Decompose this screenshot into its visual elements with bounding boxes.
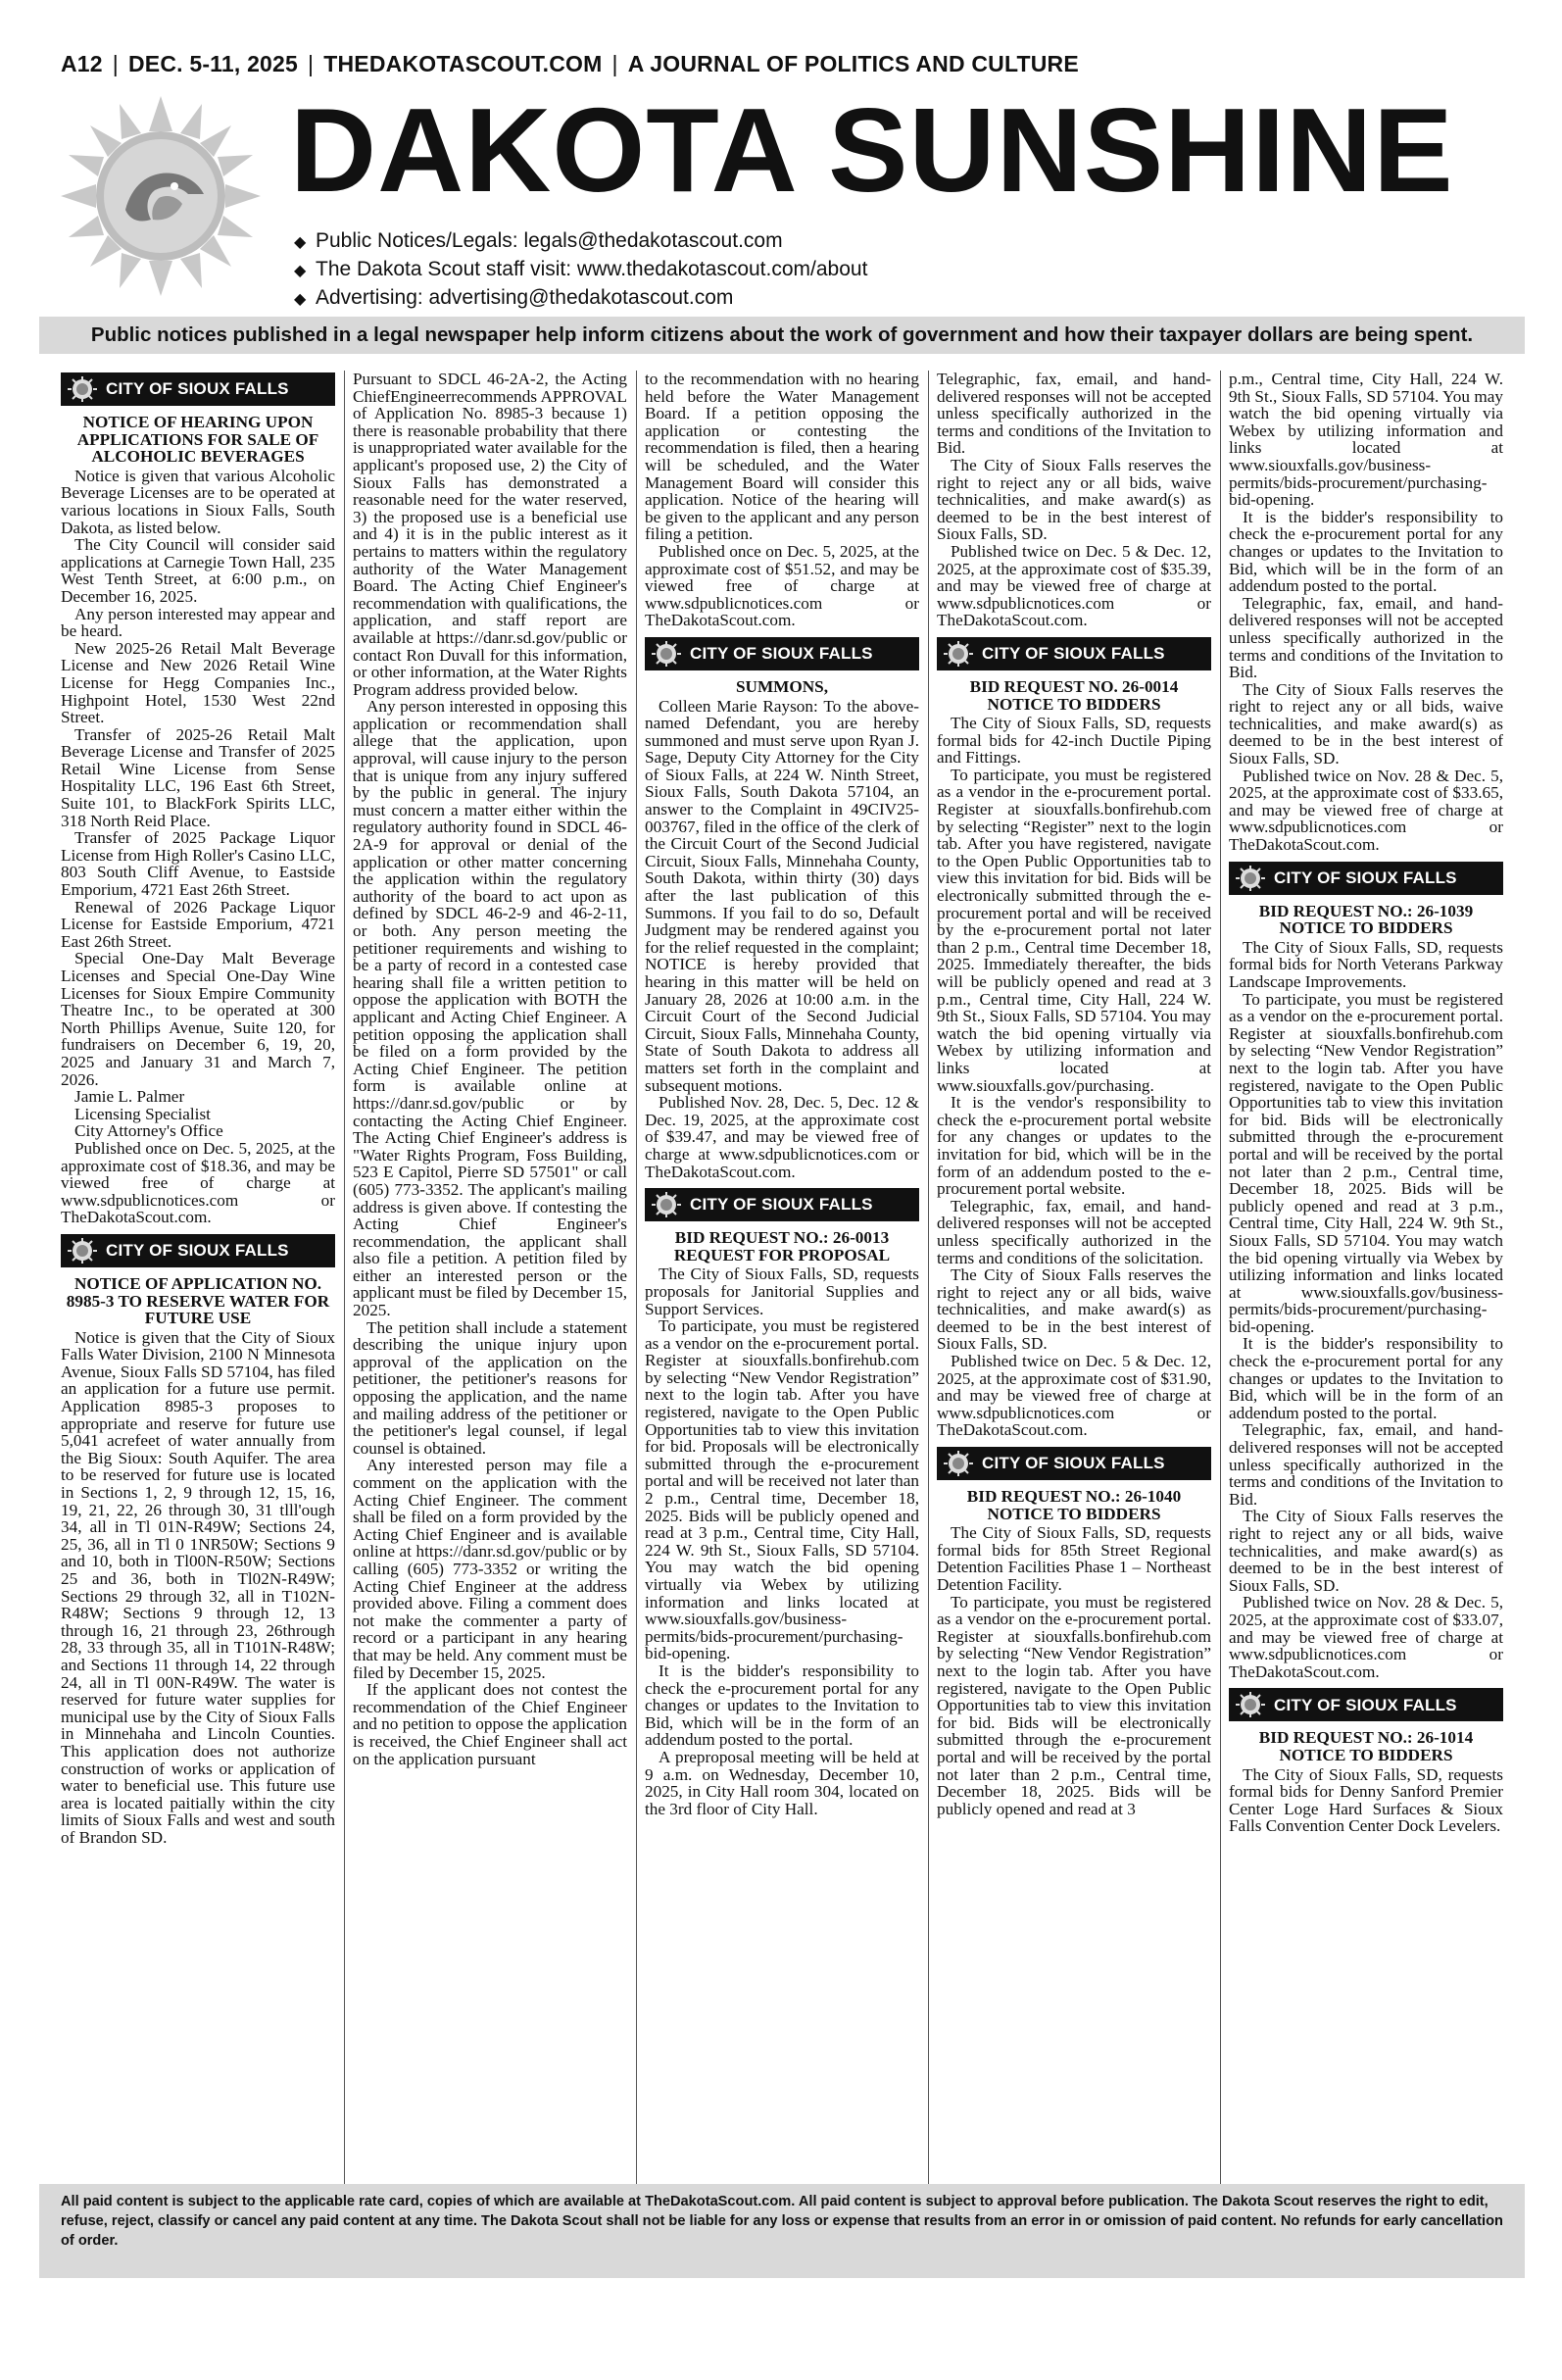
scout-sun-icon xyxy=(1233,866,1268,891)
diamond-bullet-icon: ◆ xyxy=(294,234,307,251)
notice-paragraph: Transfer of 2025 Package Liquor License from High Roller's Casino LLC, 803 South Cliff Avenue, to Eastside Emporium, 4721 East 26th Street. xyxy=(61,828,335,900)
public-notice xyxy=(645,637,919,1180)
scout-sun-icon xyxy=(65,376,100,402)
notice-paragraph: It is the vendor's responsibility to check the e-procurement portal website for any changes or updates to the invitation for bid, which will be in the form of an addendum posted to the e-procurement portal website. xyxy=(937,1093,1211,1199)
notice-title: BID REQUEST NO. 26-0014 NOTICE TO BIDDERS xyxy=(969,676,1179,714)
notice-paragraph: The City of Sioux Falls reserves the right to reject any or all bids, waive technicalities, and make award(s) as deemed to be in the best interest of Sioux Falls, SD. xyxy=(1229,679,1503,769)
notice-section-header xyxy=(645,637,919,670)
notice-paragraph: It is the bidder's responsibility to check the e-procurement portal for any changes or updates to the Invitation to Bid, which will be in the form of an addendum posted to the portal. xyxy=(645,1661,919,1750)
notice-paragraph: Telegraphic, fax, email, and hand-delivered responses will not be accepted unless specifically authorized in the terms and conditions of the solicitation. xyxy=(937,1196,1211,1267)
contact-legals[interactable]: Public Notices/Legals: legals@thedakotascout.com xyxy=(316,229,783,252)
scout-sun-icon xyxy=(941,1451,976,1476)
diamond-bullet-icon: ◆ xyxy=(294,263,307,279)
notice-paragraph: City Attorney's Office xyxy=(74,1121,223,1141)
sun-logo-icon xyxy=(57,92,265,300)
diamond-bullet-icon: ◆ xyxy=(294,291,307,308)
column-3 xyxy=(645,371,919,2194)
notice-section-header xyxy=(937,1447,1211,1480)
footer-disclaimer: All paid content is subject to the applicable rate card, copies of which are available at TheDakotaScout.com. All paid content is subject to approval before publication. The Dakota Scout reserves the right to edit, refuse, reject, classify or cancel any paid content at any time. The Dakota Scout shall not be liable for any loss or expense that results from an error in or omission of paid content. No refunds for early cancellation of order. xyxy=(61,2194,1503,2249)
column-divider xyxy=(344,371,345,2194)
notice-title: NOTICE OF HEARING UPON APPLICATIONS FOR SALE OF ALCOHOLIC BEVERAGES xyxy=(76,413,319,467)
notice-paragraph: Telegraphic, fax, email, and hand-delivered responses will not be accepted unless specifically authorized in the terms and conditions of the Invitation to Bid. xyxy=(937,371,1211,458)
public-notice xyxy=(645,1188,919,1817)
notice-paragraph: Telegraphic, fax, email, and hand-delivered responses will not be accepted unless specifically authorized in the terms and conditions of the Invitation to Bid. xyxy=(1229,593,1503,682)
notice-paragraph: Renewal of 2026 Package Liquor License for Eastside Emporium, 4721 East 26th Street. xyxy=(61,897,335,951)
notice-paragraph: The City of Sioux Falls, SD, requests formal bids for Denny Sanford Premier Center Loge Hard Surfaces & Sioux Falls Convention Center Dock Levelers. xyxy=(1229,1764,1503,1836)
notice-paragraph: The City of Sioux Falls, SD, requests formal bids for 42-inch Ductile Piping and Fittings. xyxy=(937,714,1211,768)
notice-paragraph: It is the bidder's responsibility to check the e-procurement portal for any changes or updates to the Invitation to Bid, which will be in the form of an addendum posted to the portal. xyxy=(1229,1334,1503,1422)
notice-title: BID REQUEST NO.: 26-0013 REQUEST FOR PROPOSAL xyxy=(673,1228,891,1264)
public-notice xyxy=(1229,862,1503,1681)
notice-paragraph: Jamie L. Palmer xyxy=(74,1087,185,1107)
notice-paragraph: Pursuant to SDCL 46-2A-2, the Acting ChiefEngineerrecommends APPROVAL of Application No. 8985-3 because 1) there is reasonable probability that there is unappropriated water available for the applicant's proposed use, 2) the City of Sioux Falls has demonstrated a reasonable need for the water reserved, 3) the proposed use is a beneficial use and 4) it is in the public interest as it pertains to matters within the regulatory authority of the Water Management Board. The Acting Chief Engineer's recommendation with qualifications, the application, and staff report are available at https://danr.sd.gov/public or contact Ron Duvall for this information, or other information, at the Water Rights Program address provided below. xyxy=(353,371,627,699)
notice-paragraph: The City of Sioux Falls, SD, requests formal bids for 85th Street Regional Detention Facilities Phase 1 – Northeast Detention Facility. xyxy=(937,1523,1211,1594)
notice-paragraph: Any interested person may file a comment on the application with the Acting Chief Engineer. The comment shall be filed on a form provided by the Acting Chief Engineer and is available online at https://danr.sd.gov/public or by calling (605) 773-3352 or writing the Acting Chief Engineer at the address provided above. Filing a comment does not make the commenter a party of record or a participant in any hearing that may be held. Any comment must be filed by December 15, 2025. xyxy=(353,1456,627,1682)
contact-item xyxy=(294,227,867,256)
contact-item xyxy=(294,284,867,313)
notice-columns xyxy=(61,371,1517,2380)
notice-paragraph: Notice is given that various Alcoholic Beverage Licenses are to be operated at various locations in Sioux Falls, South Dakota, as listed below. xyxy=(61,466,335,537)
scout-sun-icon xyxy=(65,1238,100,1264)
folio-tagline: A JOURNAL OF POLITICS AND CULTURE xyxy=(627,51,1079,76)
scout-sun-icon xyxy=(1233,1692,1268,1717)
notice-paragraph: The petition shall include a statement describing the unique injury upon approval of the application on the petitioner, the petitioner's reasons for opposing the application, and the name and mailing address of the petitioner or the petitioner's legal counsel, if legal counsel is obtained. xyxy=(353,1317,627,1458)
notice-paragraph: A preproposal meeting will be held at 9 a.m. on Wednesday, December 10, 2025, in City Hall room 304, located on the 3rd floor of City Hall. xyxy=(645,1747,919,1818)
notice-paragraph: The City of Sioux Falls reserves the right to reject any or all bids, waive technicalities, and make award(s) as deemed to be in the best interest of Sioux Falls, SD. xyxy=(937,1265,1211,1354)
column-2 xyxy=(353,371,627,2194)
notice-paragraph: The City Council will consider said applications at Carnegie Town Hall, 235 West Tenth Street, at 6:00 p.m., on December 16, 2025. xyxy=(61,535,335,606)
notice-section-header xyxy=(61,1234,335,1267)
scout-sun-icon xyxy=(941,641,976,667)
public-notice xyxy=(937,371,1211,629)
public-notice xyxy=(1229,1688,1503,1835)
notice-title: BID REQUEST NO.: 26-1039 NOTICE TO BIDDERS xyxy=(1258,901,1474,938)
scout-sun-icon xyxy=(649,1192,684,1217)
notice-section-header xyxy=(645,1188,919,1221)
notice-title: BID REQUEST NO.: 26-1014 NOTICE TO BIDDERS xyxy=(1258,1728,1474,1764)
column-divider xyxy=(928,371,929,2194)
notice-agency: CITY OF SIOUX FALLS xyxy=(106,379,289,399)
notice-paragraph: Notice is given that the City of Sioux Falls Water Division, 2100 N Minnesota Avenue, Sioux Falls SD 57104, has filed an application for a future use permit. Application 8985-3 proposes to appropriate and reserve for future use 5,041 acrefeet of water annually from the Big Sioux: South Aquifer. The area to be reserved for future use is located in Sections 1, 2, 9 through 12, 15, 16, 19, 21, 22, 26 through 30, 31 tlll'ough 34, all in Tl 01N-R49W; Sections 24, 25, 36, all in Tl 0 1NR50W; Sections 9 and 10, both in Tl00N-R50W; Sections 25 and 36, both in Tl02N-R49W; Sections 29 through 32, all in T102N-R48W; Sections 9 through 12, 13 through 16, 21 through 23, 26through 28, 33 through 35, all in T101N-R48W; and Sections 11 through 14, 22 through 24, all in Tl 00N-R49W. The water is reserved for future water supplies for municipal use by the City of Sioux Falls in Minnehaha and Lincoln Counties. This application does not authorize construction of works or application of water to beneficial use. This future use area is located paitially within the city limits of Sioux Falls and west and south of Brandon SD. xyxy=(61,1327,335,1847)
notice-agency: CITY OF SIOUX FALLS xyxy=(690,644,873,664)
contact-list xyxy=(294,227,867,313)
notice-paragraph: to the recommendation with no hearing held before the Water Management Board. If a petition opposing the application or contesting the recommendation is filed, then a hearing will be scheduled, and the Water Management Board will consider this application. Notice of the hearing will be given to the applicant and any person filing a petition. xyxy=(645,371,919,544)
public-notice-banner: Public notices published in a legal newspaper help inform citizens about the work of government and how their taxpayer dollars are being spent. xyxy=(39,317,1525,354)
notice-paragraph: Published twice on Dec. 5 & Dec. 12, 2025, at the approximate cost of $35.39, and may be viewed free of charge at www.sdpublicnotices.com or TheDakotaScout.com. xyxy=(937,541,1211,630)
notice-paragraph: Published twice on Dec. 5 & Dec. 12, 2025, at the approximate cost of $31.90, and may be viewed free of charge at www.sdpublicnotices.com or TheDakotaScout.com. xyxy=(937,1352,1211,1440)
page-number: A12 xyxy=(61,51,103,76)
notice-paragraph: To participate, you must be registered as a vendor on the e-procurement portal. Register at siouxfalls.bonfirehub.com by selecting “New Vendor Registration” next to the login tab. After you have registered, navigate to the Open Public Opportunities tab to view this invitation for bid. Bids will be electronically submitted through the e-procurement portal and will be received by the portal not later than 2 p.m., Central time, December 18, 2025. Bids will be publicly opened and read at 3 p.m., Central time, City Hall, 224 W. 9th St., Sioux Falls, SD 57104. You may watch the bid opening virtually via Webex by utilizing information and links located at www.siouxfalls.gov/business-permits/bids-procurement/purchasing-bid-opening. xyxy=(1229,989,1503,1336)
public-notice xyxy=(1229,371,1503,854)
scout-sun-icon xyxy=(649,641,684,667)
notice-paragraph: To participate, you must be registered as a vendor in the e-procurement portal. Register at siouxfalls.bonfirehub.com by selecting “Register” next to the login tab. After you have registered, navigate to the Open Public Opportunities tab to view this invitation for bid. Bids will be electronically submitted through the e-procurement portal and will be received by the e-procurement portal not later than 2 p.m., Central time December 18, 2025. Immediately thereafter, the bids will be publicly opened and read at 3 p.m., Central time, City Hall, 224 W. 9th St., Sioux Falls, SD 57104. You may watch the bid opening virtually via Webex by utilizing information and links located at www.siouxfalls.gov/purchasing. xyxy=(937,765,1211,1095)
notice-agency: CITY OF SIOUX FALLS xyxy=(982,1454,1165,1473)
notice-paragraph: Published twice on Nov. 28 & Dec. 5, 2025, at the approximate cost of $33.07, and may be viewed free of charge at www.sdpublicnotices.com or TheDakotaScout.com. xyxy=(1229,1593,1503,1681)
column-4 xyxy=(937,371,1211,2194)
contact-staff[interactable]: The Dakota Scout staff visit: www.thedakotascout.com/about xyxy=(316,258,868,280)
notice-paragraph: Transfer of 2025-26 Retail Malt Beverage License and Transfer of 2025 Retail Wine License from Sense Hospitality LLC, 196 East 6th Street, Suite 101, to BlackFork Spirits LLC, 318 North Reid Place. xyxy=(61,724,335,830)
notice-title: BID REQUEST NO.: 26-1040 NOTICE TO BIDDERS xyxy=(966,1487,1182,1523)
issue-date: DEC. 5-11, 2025 xyxy=(127,51,299,76)
notice-paragraph: The City of Sioux Falls, SD, requests formal bids for North Veterans Parkway Landscape Improvements. xyxy=(1229,937,1503,991)
notice-section-header xyxy=(1229,862,1503,895)
notice-agency: CITY OF SIOUX FALLS xyxy=(690,1195,873,1215)
notice-paragraph: Telegraphic, fax, email, and hand-delivered responses will not be accepted unless specifically authorized in the terms and conditions of the Invitation to Bid. xyxy=(1229,1420,1503,1509)
public-notice xyxy=(937,1447,1211,1817)
notice-agency: CITY OF SIOUX FALLS xyxy=(1274,1695,1457,1714)
notice-paragraph: Any person interested may appear and be heard. xyxy=(61,604,335,641)
notice-paragraph: Published Nov. 28, Dec. 5, Dec. 12 & Dec. 19, 2025, at the approximate cost of $39.47, and may be viewed free of charge at www.sdpublicnotices.com or TheDakotaScout.com. xyxy=(645,1093,919,1181)
notice-agency: CITY OF SIOUX FALLS xyxy=(982,644,1165,664)
public-notice xyxy=(61,1234,335,1847)
contact-item xyxy=(294,256,867,284)
notice-paragraph: Published once on Dec. 5, 2025, at the approximate cost of $51.52, and may be viewed free of charge at www.sdpublicnotices.com or TheDakotaScout.com. xyxy=(645,541,919,630)
notice-paragraph: New 2025-26 Retail Malt Beverage License and New 2026 Retail Wine License for Hegg Companies Inc., Highpoint Hotel, 1530 West 22nd Street. xyxy=(61,638,335,727)
notice-paragraph: Published once on Dec. 5, 2025, at the approximate cost of $18.36, and may be viewed free of charge at www.sdpublicnotices.com or TheDakotaScout.com. xyxy=(61,1138,335,1227)
folio-line: A12 | DEC. 5-11, 2025 | THEDAKOTASCOUT.COM | A JOURNAL OF POLITICS AND CULTURE xyxy=(61,51,1079,76)
column-1 xyxy=(61,371,335,2194)
notice-paragraph: The City of Sioux Falls reserves the right to reject any or all bids, waive technicalities, and make award(s) as deemed to be in the best interest of Sioux Falls, SD. xyxy=(1229,1507,1503,1595)
column-5 xyxy=(1229,371,1503,2194)
public-notice xyxy=(937,637,1211,1439)
masthead-title: DAKOTA SUNSHINE xyxy=(290,83,1454,217)
notice-paragraph: Published twice on Nov. 28 & Dec. 5, 2025, at the approximate cost of $33.65, and may be viewed free of charge at www.sdpublicnotices.com or TheDakotaScout.com. xyxy=(1229,766,1503,855)
notice-paragraph: To participate, you must be registered as a vendor on the e-procurement portal. Register at siouxfalls.bonfirehub.com by selecting “New Vendor Registration” next to the login tab. After you have registered, navigate to the Open Public Opportunities tab to view this invitation for bid. Bids will be electronically submitted through the e-procurement portal and will be received by the portal not later than 2 p.m., Central time, December 18, 2025. Bids will be publicly opened and read at 3 xyxy=(937,1592,1211,1818)
notice-paragraph: p.m., Central time, City Hall, 224 W. 9th St., Sioux Falls, SD 57104. You may watch the bid opening virtually via Webex by utilizing information and links located at www.siouxfalls.gov/business-permits/bids-procurement/purchasing-bid-opening. xyxy=(1229,371,1503,510)
notice-paragraph: Colleen Marie Rayson: To the above-named Defendant, you are hereby summoned and must serve upon Ryan J. Sage, Deputy City Attorney for the City of Sioux Falls, at 224 W. Ninth Street, Sioux Falls, South Dakota 57104, an answer to the Complaint in 49CIV25-003767, filed in the office of the clerk of the Circuit Court of the Second Judicial Circuit, Sioux Falls, Minnehaha County, South Dakota, within thirty (30) days after the last publication of this Summons. If you fail to do so, Default Judgment may be rendered against you for the relief requested in the complaint; NOTICE is hereby provided that hearing in this matter will be held on January 28, 2026 at 10:00 a.m. in the Circuit Court of the Second Judicial Circuit, Sioux Falls, Minnehaha County, State of South Dakota to address all matters set forth in the complaint and subsequent motions. xyxy=(645,696,919,1095)
notice-paragraph: Any person interested in opposing this application or recommendation shall allege that the application, upon approval, will cause injury to the person that is unique from any injury suffered by the public in general. The injury must concern a matter either within the regulatory authority found in SDCL 46-2A-9 for approval or denial of the application or other matter concerning the application within the regulatory authority of the board to act upon as defined by SDCL 46-2-9 and 46-2-11, or both. Any person meeting the petitioner requirements and wishing to be a party of record in a contested case hearing shall file a written petition to oppose the application with BOTH the applicant and Acting Chief Engineer. A petition opposing the application shall be filed on a form provided by the Acting Chief Engineer. The petition form is available online at https://danr.sd.gov/public or by contacting the Acting Chief Engineer. The Acting Chief Engineer's address is "Water Rights Program, Foss Building, 523 E Capitol, Pierre SD 57501" or call (605) 773-3352. The applicant's mailing address is given above. If contesting the Acting Chief Engineer's recommendation, the applicant shall also file a petition. A petition filed by either an interested person or the applicant must be filed by December 15, 2025. xyxy=(353,697,627,1320)
notice-paragraph: Licensing Specialist xyxy=(74,1104,211,1123)
notice-title: NOTICE OF APPLICATION NO. 8985-3 TO RESERVE WATER FOR FUTURE USE xyxy=(66,1273,330,1328)
column-divider xyxy=(1220,371,1221,2194)
public-notice xyxy=(645,371,919,629)
notice-section-header xyxy=(1229,1688,1503,1721)
notice-agency: CITY OF SIOUX FALLS xyxy=(1274,868,1457,887)
public-notice xyxy=(61,372,335,1226)
notice-paragraph: To participate, you must be registered as a vendor on the e-procurement portal. Register at siouxfalls.bonfirehub.com by selecting “New Vendor Registration” next to the login tab. After you have registered, navigate to the Open Public Opportunities tab to view this invitation for bid. Proposals will be electronically submitted through the e-procurement portal and will be received not later than 2 p.m., Central time, December 18, 2025. Bids will be publicly opened and read at 3 p.m., Central time, City Hall, 224 W. 9th St., Sioux Falls, SD 57104. You may watch the bid opening virtually via Webex by utilizing information and links located at www.siouxfalls.gov/business-permits/bids-procurement/purchasing-bid-opening. xyxy=(645,1316,919,1663)
notice-agency: CITY OF SIOUX FALLS xyxy=(106,1241,289,1261)
notice-section-header xyxy=(61,372,335,406)
notice-section-header xyxy=(937,637,1211,670)
notice-paragraph: If the applicant does not contest the recommendation of the Chief Engineer and no petition to oppose the application is received, the Chief Engineer shall act on the application pursuant xyxy=(353,1680,627,1768)
column-divider xyxy=(636,371,637,2194)
notice-paragraph: The City of Sioux Falls reserves the right to reject any or all bids, waive technicalities, and make award(s) as deemed to be in the best interest of Sioux Falls, SD. xyxy=(937,455,1211,544)
notice-title: SUMMONS, xyxy=(735,676,829,696)
notice-paragraph: It is the bidder's responsibility to check the e-procurement portal for any changes or updates to the Invitation to Bid, which will be in the form of an addendum posted to the portal. xyxy=(1229,507,1503,596)
contact-advertising[interactable]: Advertising: advertising@thedakotascout.com xyxy=(316,286,734,309)
public-notice xyxy=(353,371,627,1767)
footer-disclaimer-box xyxy=(39,2184,1525,2278)
site-link[interactable]: THEDAKOTASCOUT.COM xyxy=(323,51,603,76)
notice-paragraph: Special One-Day Malt Beverage Licenses and Special One-Day Wine Licenses for Sioux Empire Community Theatre Inc., to be operated at 300 North Phillips Avenue, Suite 120, for fundraisers on December 6, 19, 20, 2025 and January 31 and March 7, 2026. xyxy=(61,949,335,1089)
notice-paragraph: The City of Sioux Falls, SD, requests proposals for Janitorial Supplies and Support Services. xyxy=(645,1264,919,1318)
